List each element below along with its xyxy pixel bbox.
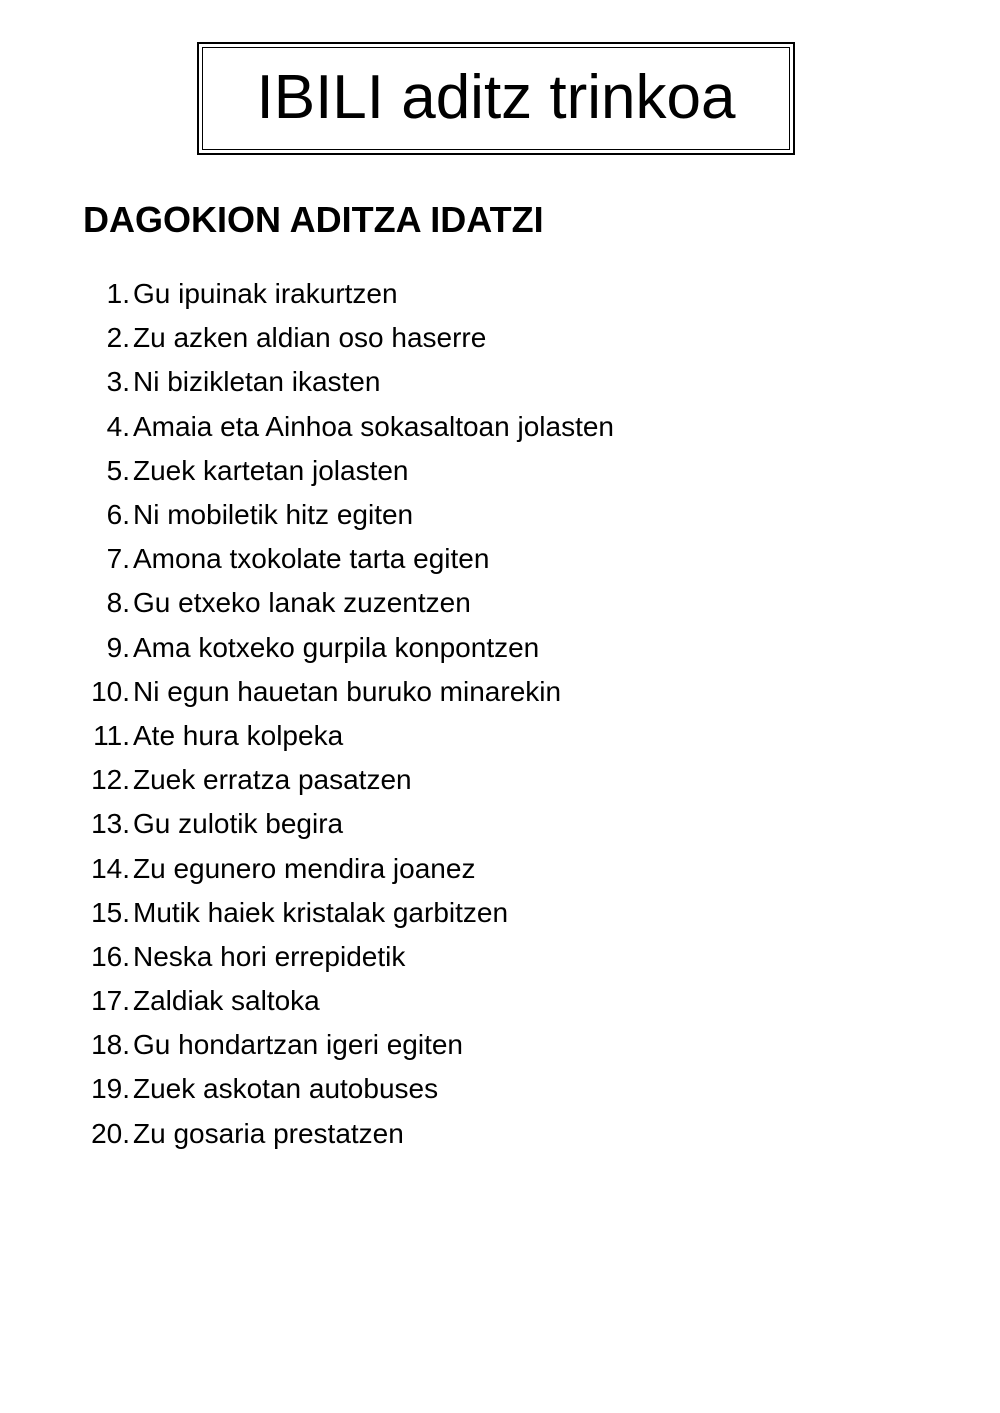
list-item: [80, 316, 614, 360]
title-box: [197, 42, 795, 155]
list-item-text: Mutik haiek kristalak garbitzen: [133, 896, 509, 928]
list-item: [80, 272, 614, 316]
list-item-text: Gu ipuinak irakurtzen: [133, 278, 398, 310]
list-item: [80, 360, 614, 404]
list-item: [80, 1112, 614, 1156]
list-item-number: 9.: [106, 631, 130, 663]
list-item-text: Zu gosaria prestatzen: [133, 1117, 404, 1149]
exercise-list: [80, 272, 614, 1156]
list-item: [80, 626, 614, 670]
list-item: [80, 714, 614, 758]
list-item-number: 19.: [91, 1073, 130, 1105]
list-item: [80, 758, 614, 802]
list-item-text: Gu etxeko lanak zuzentzen: [133, 587, 471, 619]
list-item: [80, 802, 614, 846]
list-item-text: Zuek askotan autobuses: [133, 1073, 439, 1105]
list-item: [80, 979, 614, 1023]
list-item: [80, 449, 614, 493]
list-item-text: Zuek kartetan jolasten: [133, 454, 409, 486]
list-item-number: 6.: [106, 499, 130, 531]
list-item: [80, 935, 614, 979]
section-heading: DAGOKION ADITZA IDATZI: [83, 199, 544, 240]
list-item-number: 17.: [91, 985, 130, 1017]
list-item-number: 5.: [106, 454, 130, 486]
list-item-text: Ni bizikletan ikasten: [133, 366, 381, 398]
list-item-text: Amaia eta Ainhoa sokasaltoan jolasten: [133, 410, 614, 442]
list-item-text: Neska hori errepidetik: [133, 940, 406, 972]
list-item-number: 14.: [91, 852, 130, 884]
list-item-number: 10.: [91, 675, 130, 707]
list-item-text: Zu egunero mendira joanez: [133, 852, 476, 884]
list-item-number: 8.: [106, 587, 130, 619]
list-item: [80, 581, 614, 625]
list-item: [80, 891, 614, 935]
list-item-text: Zaldiak saltoka: [133, 985, 320, 1017]
list-item-text: Gu hondartzan igeri egiten: [133, 1029, 463, 1061]
list-item-number: 15.: [91, 896, 130, 928]
list-item-number: 4.: [106, 410, 130, 442]
list-item-number: 20.: [91, 1117, 130, 1149]
list-item-text: Ama kotxeko gurpila konpontzen: [133, 631, 540, 663]
list-item-number: 12.: [91, 764, 130, 796]
list-item-number: 3.: [106, 366, 130, 398]
list-item-number: 7.: [106, 543, 130, 575]
list-item-number: 16.: [91, 940, 130, 972]
list-item: [80, 493, 614, 537]
list-item-text: Ate hura kolpeka: [133, 719, 344, 751]
list-item-number: 2.: [106, 322, 130, 354]
list-item-number: 18.: [91, 1029, 130, 1061]
list-item-text: Ni mobiletik hitz egiten: [133, 499, 414, 531]
list-item-number: 11.: [93, 719, 130, 751]
list-item-text: Zu azken aldian oso haserre: [133, 322, 487, 354]
page-title: IBILI aditz trinkoa: [256, 62, 736, 132]
list-item-text: Zuek erratza pasatzen: [133, 764, 412, 796]
list-item: [80, 405, 614, 449]
list-item: [80, 670, 614, 714]
list-item-number: 13.: [91, 808, 130, 840]
list-item: [80, 1023, 614, 1067]
list-item-text: Gu zulotik begira: [133, 808, 344, 840]
list-item: [80, 1067, 614, 1111]
list-item-number: 1.: [106, 278, 130, 310]
list-item-text: Amona txokolate tarta egiten: [133, 543, 490, 575]
list-item-text: Ni egun hauetan buruko minarekin: [133, 675, 562, 707]
list-item: [80, 846, 614, 890]
list-item: [80, 537, 614, 581]
